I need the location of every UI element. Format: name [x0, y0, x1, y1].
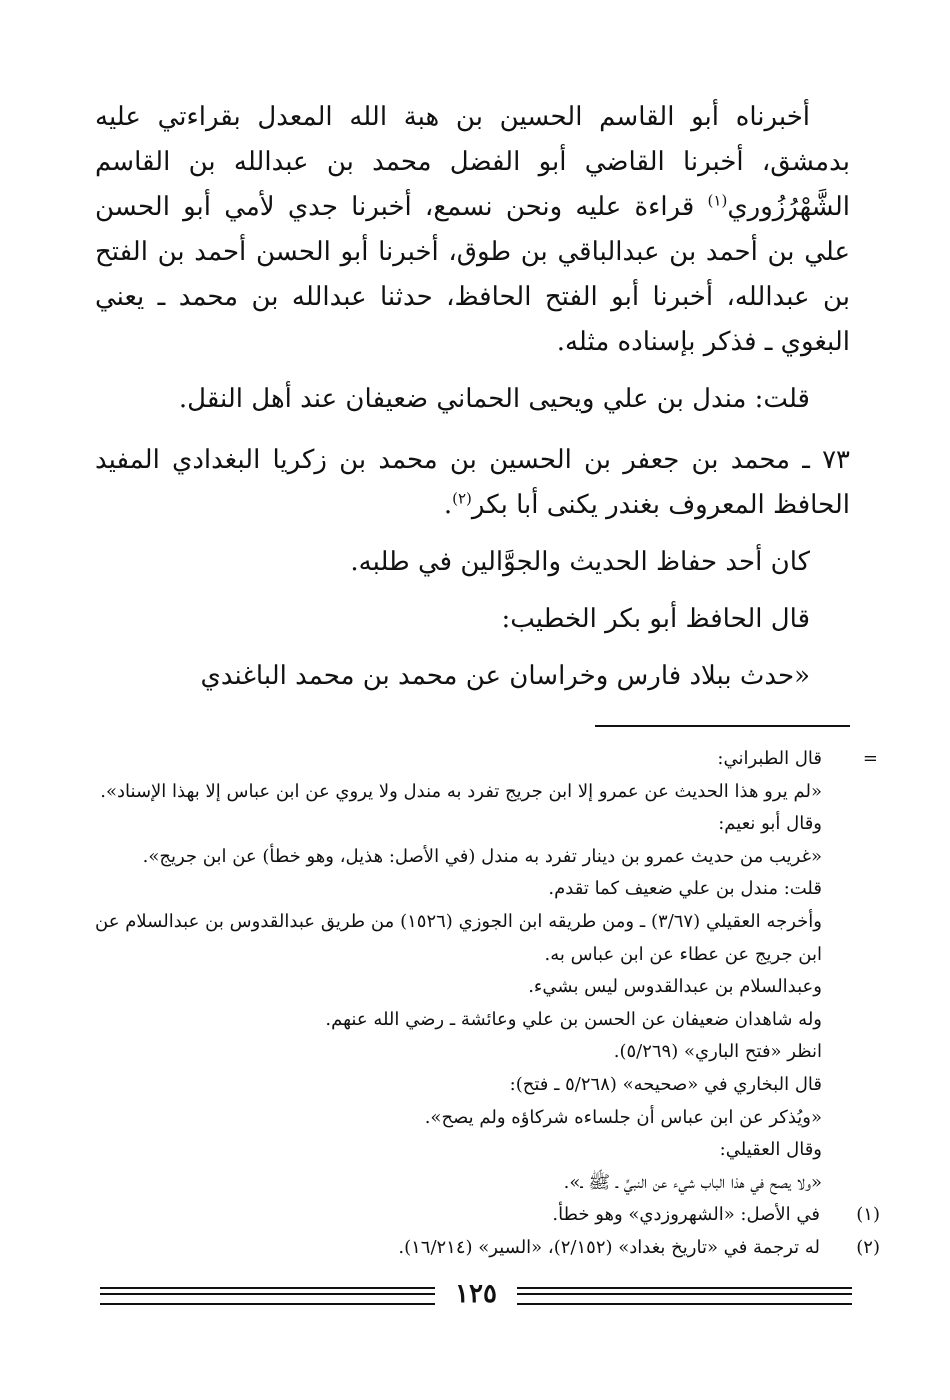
note-line: وقال العقيلي: [719, 1139, 822, 1161]
note-line: «ويُذكر عن ابن عباس أن جلساءه شركاؤه ولم يصح». [424, 1106, 822, 1128]
page [95, 95, 880, 1258]
note-line: «غريب من حديث عمرو بن دينار تفرد به مندل (في الأصل: هذيل، وهو خطأ) عن ابن جريج». [142, 845, 822, 867]
footer-rule-left [100, 1287, 435, 1305]
note-line: «ولا يصح في هذا الباب شيء عن النبيِّ ـ ﷺ ـ». [563, 1171, 822, 1193]
note-line: وعبدالسلام بن عبدالقدوس ليس بشيء. [528, 976, 822, 998]
paragraph-quote-intro: قال الحافظ أبو بكر الخطيب: [501, 604, 810, 634]
footnote-separator [595, 725, 850, 727]
footnote-1: (١)في الأصل: «الشهروزدي» وهو خطأ. [95, 1199, 850, 1232]
page-number: ١٢٥ [455, 1279, 497, 1309]
footnote-ref-1[interactable]: (١) [707, 191, 728, 210]
footer-rule-right [517, 1287, 852, 1305]
note-line: قال البخاري في «صحيحه» (٥/٢٦٨ ـ فتح): [509, 1073, 822, 1095]
page-footer [100, 1279, 852, 1309]
continuation-marker: = [862, 748, 878, 769]
paragraph-quote: «حدث ببلاد فارس وخراسان عن محمد بن محمد الباغندي [200, 661, 810, 691]
note-line: «لم يرو هذا الحديث عن عمرو إلا ابن جريج تفرد به مندل ولا يروي عن ابن عباس إلا بهذا الإسناد». [100, 780, 822, 802]
footnote-number: (١) [856, 1204, 880, 1226]
footnote-number: (٢) [856, 1236, 880, 1258]
note-line: وأخرجه العقيلي (٣/٦٧) ـ ومن طريقه ابن الجوزي (١٥٢٦) من طريق عبدالقدوس بن عبدالسلام عن ابن جريج عن عطاء عن ابن عباس به. [95, 910, 822, 965]
note-line: وله شاهدان ضعيفان عن الحسن بن علي وعائشة ـ رضي الله عنهم. [325, 1008, 822, 1030]
paragraph-description: كان أحد حفاظ الحديث والجوَّالين في طلبه. [350, 547, 810, 577]
paragraph-chain: أخبرناه أبو القاسم الحسين بن هبة الله المعدل بقراءتي عليه بدمشق، أخبرنا القاضي أبو الفضل محمد بن عبدالله بن القاسم الشَّهْرُزُوري$^{(١)}$ قراءة عليه ونحن نسمع، أخبرنا جدي لأمي أبو الحسن علي بن أحمد بن عبدالباقي بن طوق، أخبرنا أبو الحسن أحمد بن الفتح بن عبدالله، أخبرنا أبو الفتح الحافظ، حدثنا عبدالله بن محمد ـ يعني البغوي ـ فذكر بإسناده مثله. [95, 102, 850, 357]
note-line: قلت: مندل بن علي ضعيف كما تقدم. [548, 878, 822, 900]
note-line: وقال أبو نعيم: [718, 813, 822, 835]
paragraph-comment: قلت: مندل بن علي ويحيى الحماني ضعيفان عند أهل النقل. [178, 384, 810, 414]
note-line: انظر «فتح الباري» (٥/٢٦٩). [613, 1041, 822, 1063]
footnote-ref-2[interactable]: (٢) [452, 489, 472, 508]
footnote-2: (٢)له ترجمة في «تاريخ بغداد» (٢/١٥٢)، «السير» (١٦/٢١٤). [95, 1232, 850, 1265]
note-line: =قال الطبراني: [95, 743, 850, 776]
footnotes-section [95, 743, 880, 1265]
main-text [95, 95, 850, 699]
entry-73-heading: ٧٣ ـ محمد بن جعفر بن الحسين بن محمد بن زكريا البغدادي المفيد الحافظ المعروف بغندر يكنى أبا بكر$^{(٢)}$. [95, 445, 850, 520]
